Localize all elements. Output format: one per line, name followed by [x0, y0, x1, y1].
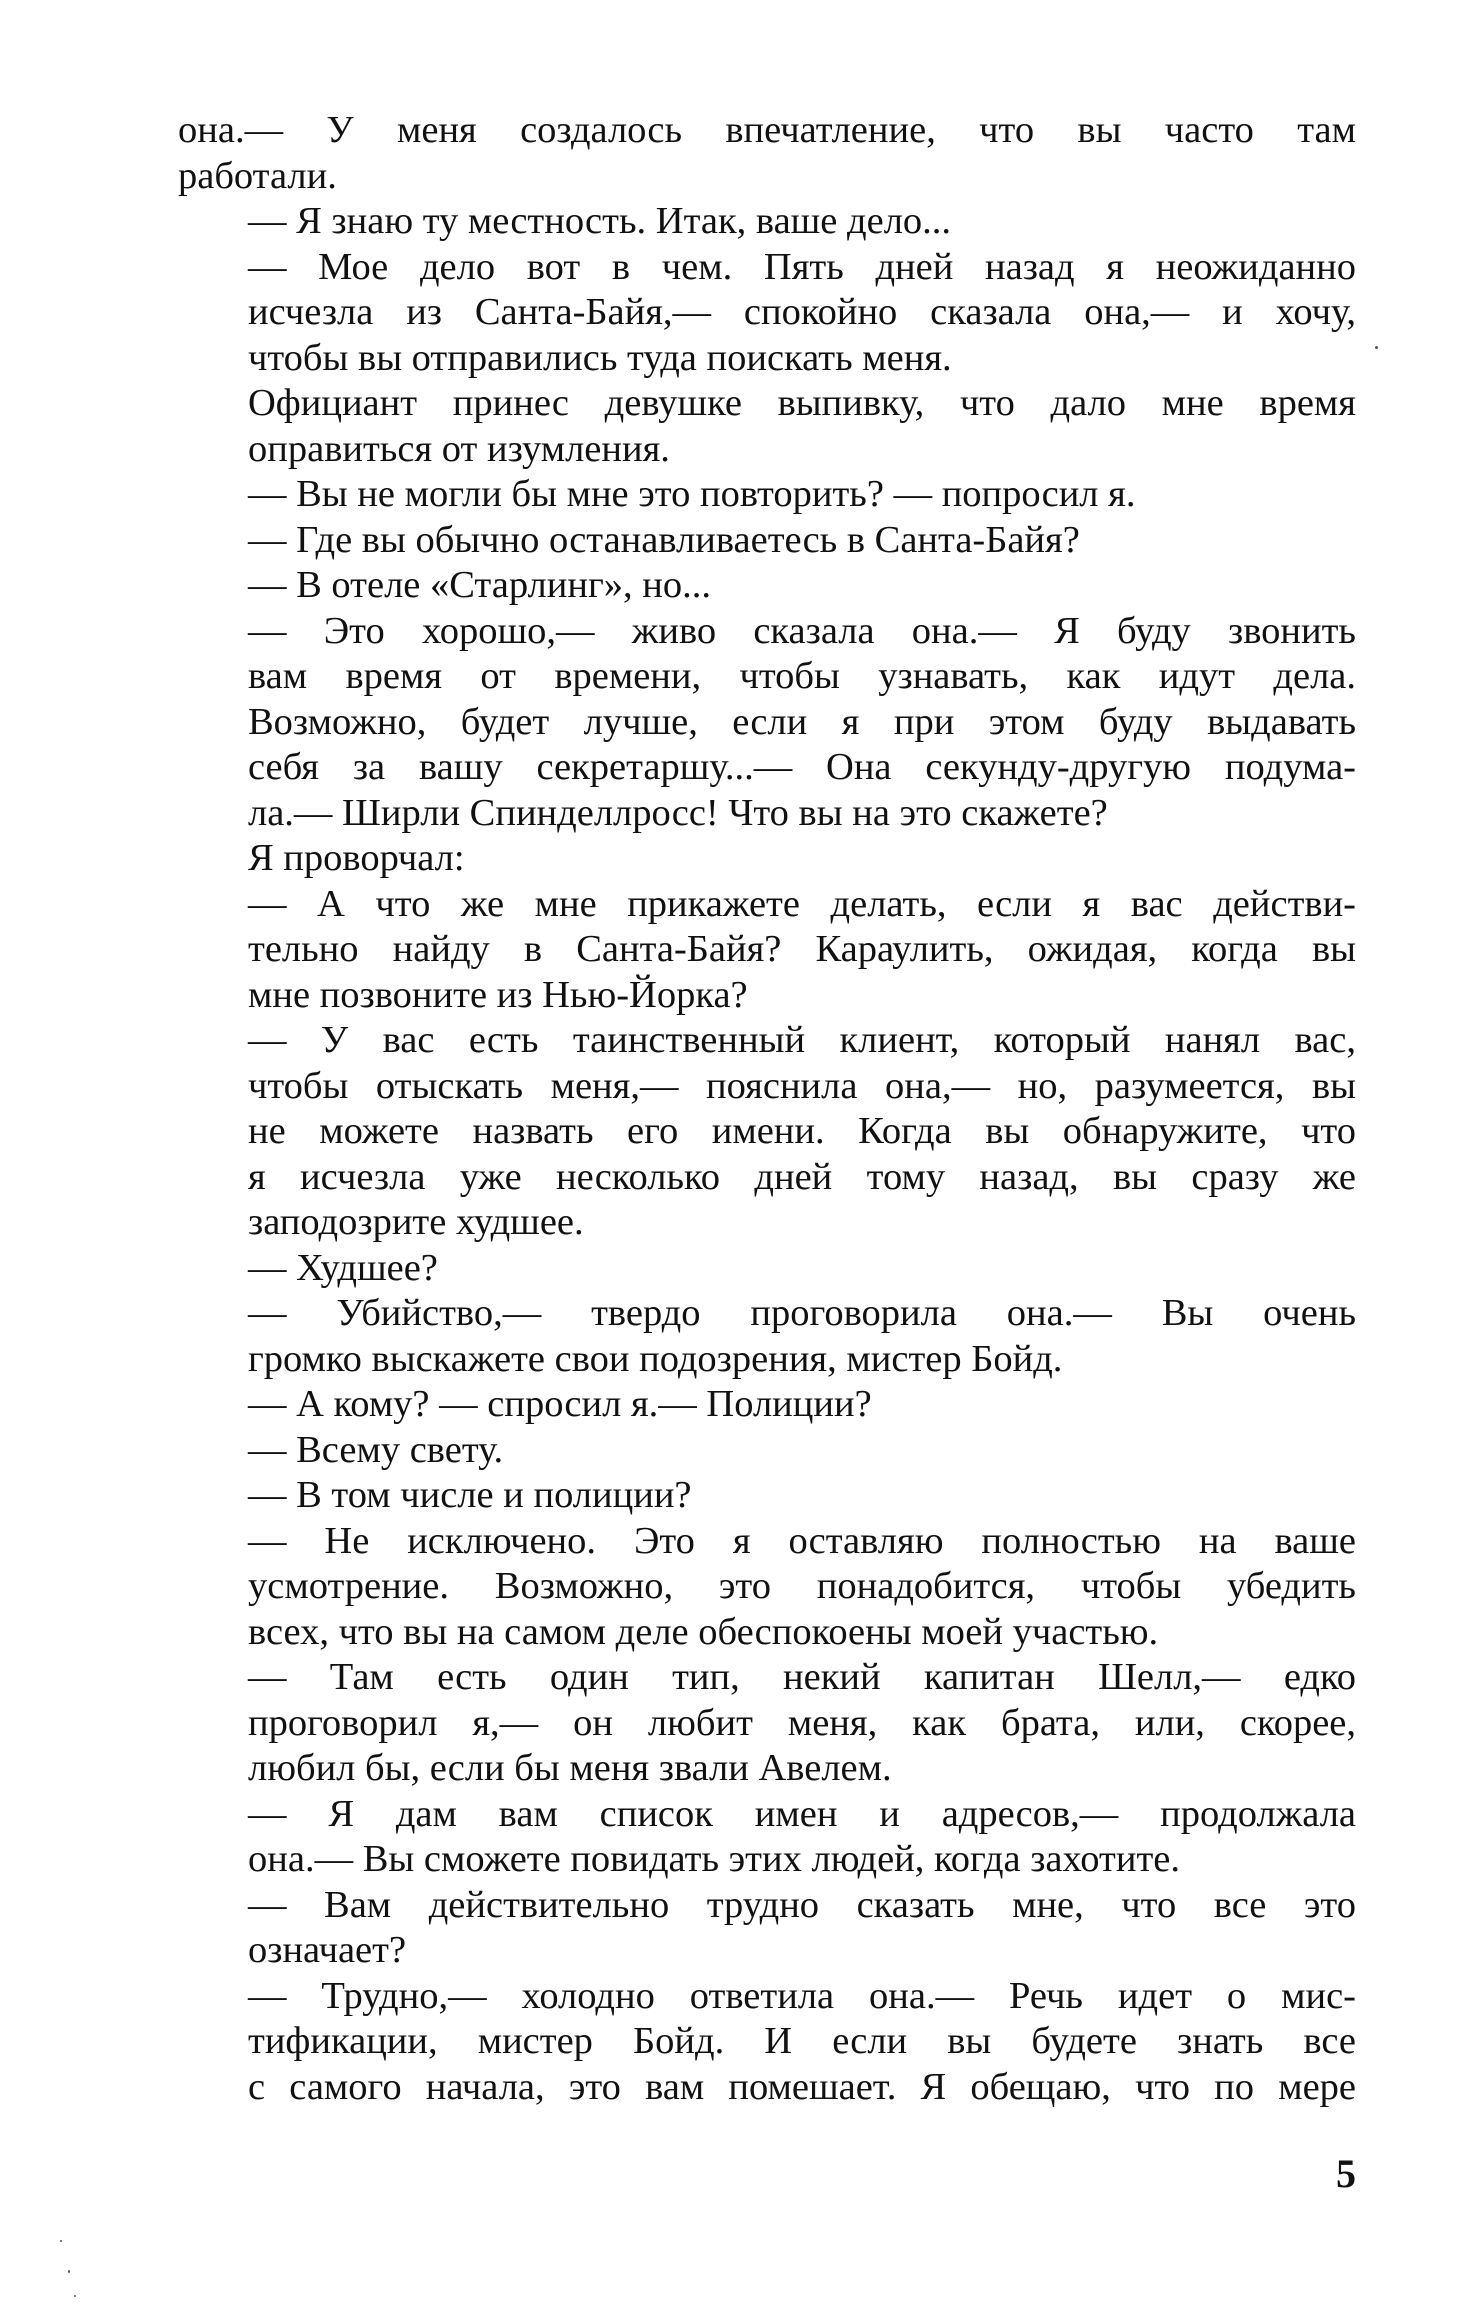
text-line: чтобы вы отправились туда поискать меня.: [248, 336, 952, 379]
paragraph: [178, 563, 1356, 609]
paragraph: [178, 381, 1356, 472]
text-line: работали.: [178, 154, 337, 197]
paragraph: [178, 1883, 1356, 1974]
text-line: — Это хорошо,— живо сказала она.— Я буду звонить: [248, 609, 1356, 652]
text-line: Официант принес девушке выпивку, что дало мне время: [248, 382, 1356, 424]
text-line: не можете назвать его имени. Когда вы обнаружите, что: [248, 1110, 1356, 1152]
page-body-text: [178, 108, 1356, 2110]
scan-speck: [74, 2295, 76, 2297]
paragraph: [178, 245, 1356, 382]
text-line: — В том числе и полиции?: [248, 1474, 692, 1516]
text-line: мне позвоните из Нью-Йорка?: [248, 973, 748, 1016]
text-line: громко выскажете свои подозрения, мистер Бойд.: [248, 1337, 1063, 1380]
paragraph: [178, 1974, 1356, 2111]
paragraph: [178, 472, 1356, 518]
text-line: — Мое дело вот в чем. Пять дней назад я неожиданно: [248, 245, 1356, 288]
text-line: вам время от времени, чтобы узнавать, как идут дела.: [248, 655, 1356, 697]
text-line: я исчезла уже несколько дней тому назад, вы сразу же: [248, 1155, 1356, 1198]
paragraph: [178, 1291, 1356, 1382]
text-line: — В отеле «Старлинг», но...: [248, 564, 711, 606]
text-line: Я проворчал:: [248, 837, 465, 879]
text-line: с самого начала, это вам помешает. Я обещаю, что по мере: [248, 2065, 1356, 2108]
text-line: чтобы отыскать меня,— пояснила она,— но, разумеется, вы: [248, 1064, 1356, 1107]
text-line: — А что же мне прикажете делать, если я вас действи-: [248, 882, 1356, 925]
text-line: тельно найду в Санта-Байя? Караулить, ожидая, когда вы: [248, 928, 1356, 970]
text-line: означает?: [248, 1929, 407, 1971]
text-line: заподозрите худшее.: [248, 1201, 584, 1243]
text-line: — Я знаю ту местность. Итак, ваше дело...: [248, 200, 952, 242]
paragraph: [178, 1428, 1356, 1474]
text-line: оправиться от изумления.: [248, 427, 670, 470]
text-line: ла.— Ширли Спинделлросс! Что вы на это скажете?: [248, 791, 1108, 834]
paragraph: [178, 1519, 1356, 1656]
text-line: любил бы, если бы меня звали Авелем.: [248, 1747, 892, 1789]
scan-speck: [60, 2240, 62, 2242]
paragraph: [178, 1473, 1356, 1519]
paragraph: [178, 836, 1356, 882]
text-line: себя за вашу секретаршу...— Она секунду-другую подума-: [248, 746, 1356, 788]
text-line: — Всему свету.: [248, 1428, 504, 1471]
paragraph: [178, 518, 1356, 564]
scan-speck: [1375, 346, 1378, 349]
text-line: она.— Вы сможете повидать этих людей, когда захотите.: [248, 1838, 1180, 1880]
text-line: исчезла из Санта-Байя,— спокойно сказала она,— и хочу,: [248, 291, 1356, 333]
text-line: — А кому? — спросил я.— Полиции?: [248, 1383, 872, 1425]
scan-speck: [68, 2270, 70, 2273]
paragraph: [178, 882, 1356, 1019]
paragraph: [178, 1382, 1356, 1428]
text-line: — Худшее?: [248, 1246, 438, 1289]
text-line: проговорил я,— он любит меня, как брата, или, скорее,: [248, 1701, 1356, 1744]
text-line: тификации, мистер Бойд. И если вы будете знать все: [248, 2020, 1356, 2062]
paragraph: [178, 609, 1356, 837]
text-line: — У вас есть таинственный клиент, который нанял вас,: [248, 1019, 1356, 1061]
paragraph: [178, 1655, 1356, 1792]
paragraph: [178, 199, 1356, 245]
text-line: — Там есть один тип, некий капитан Шелл,— едко: [248, 1656, 1356, 1698]
text-line: усмотрение. Возможно, это понадобится, чтобы убедить: [248, 1565, 1356, 1607]
paragraph: [178, 108, 1356, 199]
text-line: — Не исключено. Это я оставляю полностью на ваше: [248, 1519, 1356, 1562]
text-line: — Вам действительно трудно сказать мне, что все это: [248, 1883, 1356, 1926]
page-number: 5: [1336, 2151, 1356, 2196]
paragraph: [178, 1792, 1356, 1883]
text-line: она.— У меня создалось впечатление, что вы часто там: [178, 109, 1356, 151]
text-line: — Я дам вам список имен и адресов,— продолжала: [248, 1792, 1356, 1835]
text-line: — Трудно,— холодно ответила она.— Речь идет о мис-: [248, 1974, 1356, 2017]
text-line: — Где вы обычно останавливаетесь в Санта-Байя?: [248, 518, 1080, 561]
paragraph: [178, 1246, 1356, 1292]
text-line: Возможно, будет лучше, если я при этом буду выдавать: [248, 700, 1356, 743]
paragraph: [178, 1018, 1356, 1246]
text-line: — Убийство,— твердо проговорила она.— Вы очень: [248, 1292, 1356, 1334]
text-line: — Вы не могли бы мне это повторить? — попросил я.: [248, 473, 1136, 515]
text-line: всех, что вы на самом деле обеспокоены моей участью.: [248, 1610, 1159, 1653]
